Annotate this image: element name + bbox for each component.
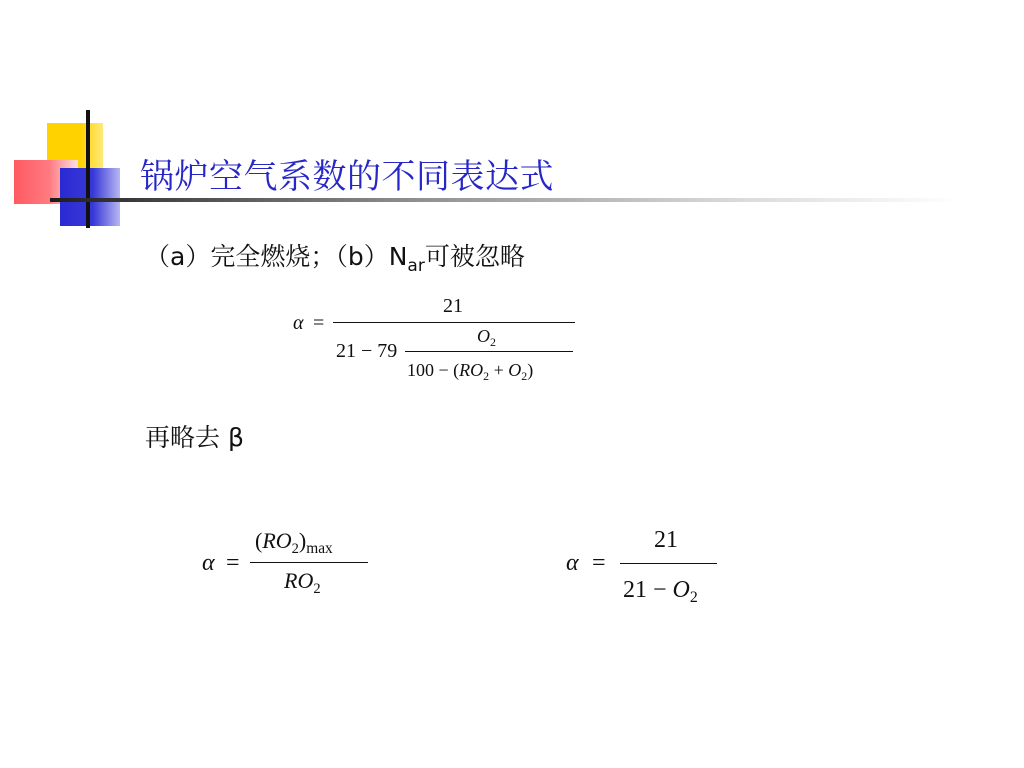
f3-numerator: 21 <box>654 527 678 553</box>
f1-main-fraction-bar <box>333 322 575 323</box>
f1-equals: = <box>313 312 325 334</box>
conditions-part2: 可被忽略 <box>424 242 525 271</box>
decor-vertical-line <box>86 110 90 228</box>
f3-denominator: $21 - O_2$ <box>623 577 698 607</box>
slide-title: 锅炉空气系数的不同表达式 <box>140 157 554 197</box>
f1-inner-denominator: $100 - (RO_2 + O_2)$ <box>407 360 534 383</box>
f3-fraction-bar <box>620 563 717 564</box>
title-underline <box>50 198 960 202</box>
f1-denominator-prefix: 21 − 79 <box>336 340 398 362</box>
f1-alpha: α <box>293 312 304 334</box>
f3-equals: = <box>592 550 606 576</box>
f1-inner-numerator: $O_2$ <box>477 326 496 349</box>
f1-numerator: 21 <box>443 295 463 317</box>
f2-denominator: $RO_2$ <box>284 568 321 597</box>
f2-numerator: $(RO_2)_{max}$ <box>255 528 333 558</box>
f1-inner-fraction-bar <box>405 351 573 352</box>
conditions-text <box>145 237 525 276</box>
decor-blue-square <box>60 168 120 226</box>
f2-alpha: α <box>202 550 215 576</box>
conditions-subscript: ar <box>407 256 425 276</box>
f2-equals: = <box>226 550 240 576</box>
f2-fraction-bar <box>250 562 368 563</box>
note-text: 再略去 β <box>145 423 244 452</box>
conditions-part1: （a）完全燃烧；（b）N <box>145 242 408 271</box>
f3-alpha: α <box>566 550 579 576</box>
